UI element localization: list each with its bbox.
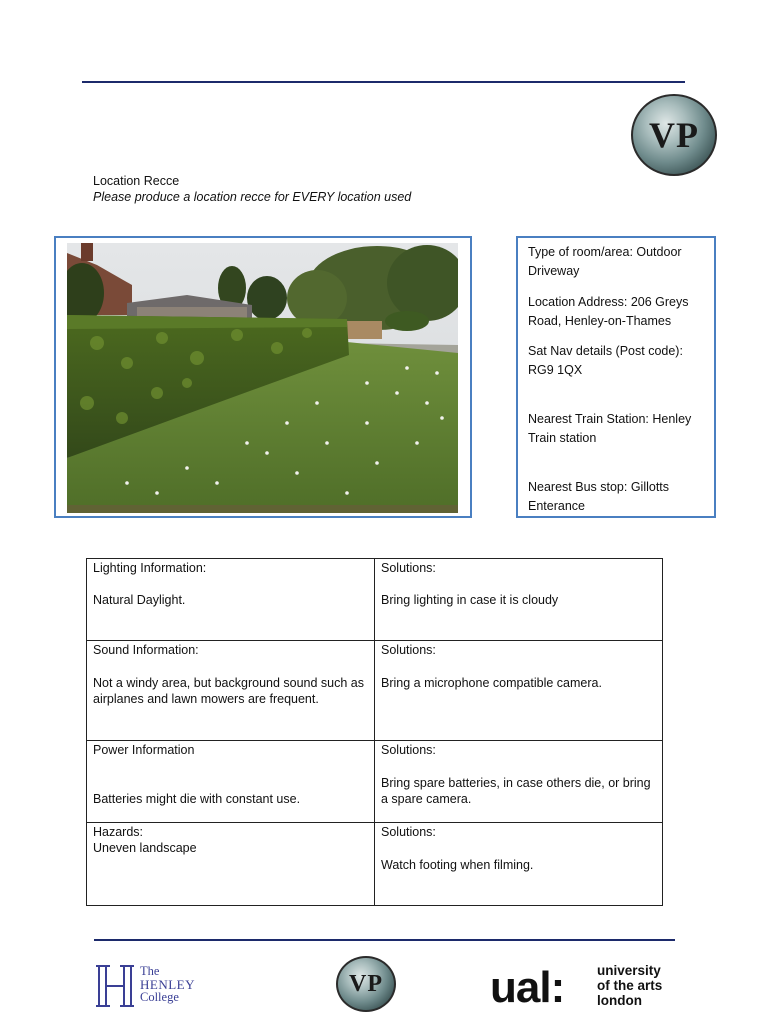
power-value: Batteries might die with constant use. (93, 792, 301, 806)
power-solution-label: Solutions: (381, 743, 436, 757)
ual-logo-icon: ual: (490, 963, 565, 1012)
page-title: Location Recce (93, 174, 180, 188)
location-details-box (516, 236, 716, 518)
sound-value: Not a windy area, but background sound such as airplanes and lawn mowers are frequent. (93, 676, 365, 706)
hazards-cell (87, 823, 375, 906)
sat-nav-text: Sat Nav details (Post code): RG9 1QX (528, 344, 683, 377)
power-cell (87, 741, 375, 823)
lighting-value: Natural Daylight. (93, 593, 186, 607)
table-row-sound (87, 641, 663, 741)
room-type-text: Type of room/area: Outdoor Driveway (528, 245, 682, 278)
hazards-solution-label: Solutions: (381, 825, 436, 839)
power-label: Power Information (93, 743, 195, 757)
sound-label: Sound Information: (93, 643, 199, 657)
power-solution-value: Bring spare batteries, in case others die, or bring a spare camera. (381, 776, 651, 806)
address-text: Location Address: 206 Greys Road, Henley-on-Thames (528, 295, 689, 328)
henley-line-3: College (140, 990, 179, 1004)
vp-logo-icon (631, 94, 717, 176)
page-subtitle: Please produce a location recce for EVERY location used (93, 190, 412, 204)
sound-solution-value: Bring a microphone compatible camera. (381, 676, 602, 690)
hazards-label: Hazards: (93, 825, 144, 839)
location-photo-frame (54, 236, 472, 518)
vp-logo-footer-icon (336, 956, 396, 1012)
henley-line-2: HENLEY (140, 977, 195, 992)
train-station-text: Nearest Train Station: Henley Train station (528, 412, 692, 445)
page-heading (93, 173, 411, 205)
lighting-solution-value: Bring lighting in case it is cloudy (381, 593, 559, 607)
lighting-cell (87, 559, 375, 641)
table-row-power (87, 741, 663, 823)
power-solution-cell (375, 741, 663, 823)
ual-line-1: university (597, 963, 661, 978)
ual-wordmark (597, 963, 662, 1008)
bus-stop-text: Nearest Bus stop: Gillotts Enterance (528, 480, 670, 513)
sound-solution-cell (375, 641, 663, 741)
hazards-solution-cell (375, 823, 663, 906)
hazards-value: Uneven landscape (93, 841, 197, 855)
table-row-lighting (87, 559, 663, 641)
henley-line-1: The (140, 964, 160, 978)
sound-cell (87, 641, 375, 741)
header-rule (82, 81, 685, 83)
vp-logo-footer-text: VP (349, 970, 383, 997)
hazards-solution-value: Watch footing when filming. (381, 858, 534, 872)
ual-line-2: of the arts (597, 978, 663, 993)
lighting-solution-cell (375, 559, 663, 641)
table-row-hazards (87, 823, 663, 906)
lighting-solution-label: Solutions: (381, 561, 436, 575)
hedge-photo-icon (67, 243, 458, 513)
footer-rule (94, 939, 675, 941)
vp-logo-text: VP (649, 115, 699, 155)
sound-solution-label: Solutions: (381, 643, 436, 657)
ual-line-3: london (597, 993, 642, 1008)
henley-college-wordmark (140, 965, 195, 1004)
lighting-label: Lighting Information: (93, 561, 207, 575)
recce-table (86, 558, 663, 906)
